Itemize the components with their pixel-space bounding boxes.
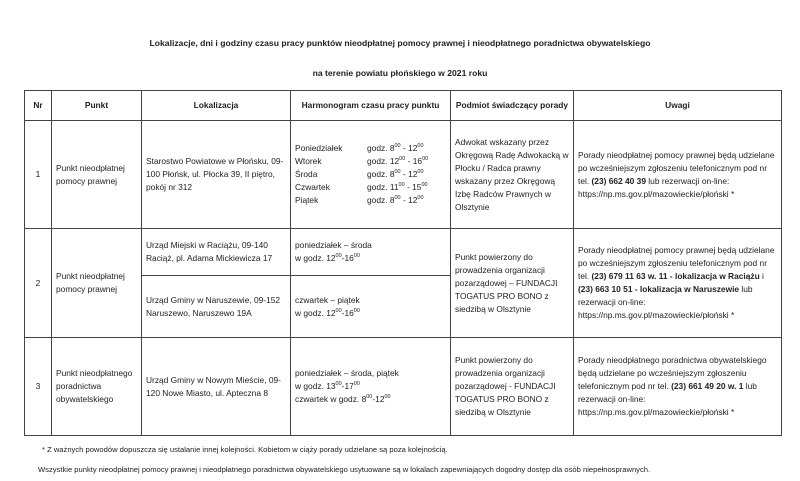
uwagi-cell: Porady nieodpłatnej pomocy prawnej będą udzielane po wcześniejszym zgłoszeniu telefonicznym pod nr tel. (23) 662 40 39 lub rezerwacji on-line: https://np.ms.gov.pl/mazowieckie/płoński *: [574, 121, 782, 229]
schedule-day: Poniedziałek: [295, 143, 343, 153]
uwagi-cell: Porady nieodpłatnej pomocy prawnej będą udzielane po wcześniejszym zgłoszeniu telefonicznym pod nr tel. (23) 679 11 63 w. 11 - lokalizacja w Raciążu i (23) 663 10 51 - lokalizacja w Naruszewie lub rezerwacji on-line: https://np.ms.gov.pl/mazowieckie/płoński *: [574, 229, 782, 338]
table-row: [25, 229, 782, 276]
schedule-hours: godz. $8^{00} - 12^{00}$: [367, 195, 424, 205]
schedule-day: Czwartek: [295, 182, 330, 192]
schedule-hours: w godz. $13^{00}-17^{00}$: [295, 381, 360, 391]
schedule-hours: godz. $11^{00} - 15^{00}$: [367, 182, 428, 192]
header-harmonogram: Harmonogram czasu pracy punktu: [291, 91, 451, 121]
punkt-cell: Punkt nieodpłatnej pomocy prawnej: [52, 229, 142, 338]
lokalizacja-cell: Urząd Gminy w Naruszewie, 09-152 Naruszewo, Naruszewo 19A: [142, 276, 291, 338]
row-number: 3: [25, 338, 52, 436]
podmiot-cell: Adwokat wskazany przez Okręgową Radę Adwokacką w Płocku / Radca prawny wskazany przez Okręgową Izbę Radców Prawnych w Olsztynie: [451, 121, 574, 229]
table-row: [25, 121, 782, 229]
schedule-line: [295, 194, 446, 207]
schedule-days: czwartek – piątek: [295, 294, 360, 305]
row-number: 1: [25, 121, 52, 229]
punkt-cell: Punkt nieodpłatnej pomocy prawnej: [52, 121, 142, 229]
lokalizacja-cell: Starostwo Powiatowe w Płońsku, 09-100 Płońsk, ul. Płocka 39, II piętro, pokój nr 312: [142, 121, 291, 229]
schedule-hours: w godz. $12^{00}-16^{00}$: [295, 253, 360, 263]
header-uwagi: Uwagi: [574, 91, 782, 121]
punkt-cell: Punkt nieodpłatnego poradnictwa obywatelskiego: [52, 338, 142, 436]
schedule-day: Piątek: [295, 195, 319, 205]
header-punkt: Punkt: [52, 91, 142, 121]
schedule-table: [24, 90, 782, 436]
schedule-days: poniedziałek – środa: [295, 240, 372, 250]
footnote-1: * Z ważnych powodów dopuszcza się ustalanie innej kolejności. Kobietom w ciąży porady udzielane są poza kolejnością.: [42, 445, 448, 454]
schedule-line: [295, 155, 446, 168]
harmonogram-cell: [291, 276, 451, 338]
phone-naruszewo: (23) 663 10 51 - lokalizacja w Naruszewie: [578, 284, 740, 294]
schedule-hours: godz. $8^{00} - 12^{00}$: [367, 143, 424, 153]
schedule-day: Środa: [295, 169, 318, 179]
phone-raciaz: (23) 679 11 63 w. 11 - lokalizacja w Raciążu: [591, 271, 760, 281]
schedule-hours: czwartek w godz. $8^{00}-12^{00}$: [295, 394, 391, 404]
uwagi-cell: Porady nieodpłatnego poradnictwa obywatelskiego będą udzielane po wcześniejszym zgłoszeniu telefonicznym pod nr tel. (23) 661 49 20 w. 1 lub rezerwacji on-line: https://np.ms.gov.pl/mazowieckie/płoński *: [574, 338, 782, 436]
header-nr: Nr: [25, 91, 52, 121]
schedule-line: [295, 181, 446, 194]
table-header-row: [25, 91, 782, 121]
schedule-hours: w godz. $12^{00}-16^{00}$: [295, 307, 360, 318]
podmiot-cell: Punkt powierzony do prowadzenia organizacji pozarządowej – FUNDACJI TOGATUS PRO BONO z siedzibą w Olsztynie: [451, 229, 574, 338]
header-podmiot: Podmiot świadczący porady: [451, 91, 574, 121]
document-title-line-1: Lokalizacje, dni i godziny czasu pracy punktów nieodpłatnej pomocy prawnej i nieodpłatnego poradnictwa obywatelskiego: [149, 38, 651, 48]
row-number: 2: [25, 229, 52, 338]
table-row: [25, 338, 782, 436]
harmonogram-cell: [291, 121, 451, 229]
schedule-day: Wtorek: [295, 156, 322, 166]
schedule-line: [295, 142, 446, 155]
podmiot-cell: Punkt powierzony do prowadzenia organizacji pozarządowej - FUNDACJI TOGATUS PRO BONO z siedzibą w Olsztynie: [451, 338, 574, 436]
footnote-2: Wszystkie punkty nieodpłatnej pomocy prawnej i nieodpłatnego poradnictwa obywatelskiego usytuowane są w lokalach zapewniających dogodny dostęp dla osób niepełnosprawnych.: [38, 465, 651, 474]
schedule-hours: godz. $12^{00} - 16^{00}$: [367, 156, 429, 166]
lokalizacja-cell: Urząd Gminy w Nowym Mieście, 09-120 Nowe Miasto, ul. Apteczna 8: [142, 338, 291, 436]
harmonogram-cell: [291, 229, 451, 276]
phone-number: (23) 661 49 20 w. 1: [671, 381, 744, 391]
schedule-line: [295, 168, 446, 181]
harmonogram-cell: [291, 338, 451, 436]
phone-number: (23) 662 40 39: [591, 175, 646, 186]
schedule-days: poniedziałek – środa, piątek: [295, 368, 399, 378]
schedule-hours: godz. $8^{00} - 12^{00}$: [367, 169, 424, 179]
header-lokalizacja: Lokalizacja: [142, 91, 291, 121]
lokalizacja-cell: Urząd Miejski w Raciążu, 09-140 Raciąż, pl. Adama Mickiewicza 17: [142, 229, 291, 276]
document-title-line-2: na terenie powiatu płońskiego w 2021 roku: [312, 68, 488, 78]
